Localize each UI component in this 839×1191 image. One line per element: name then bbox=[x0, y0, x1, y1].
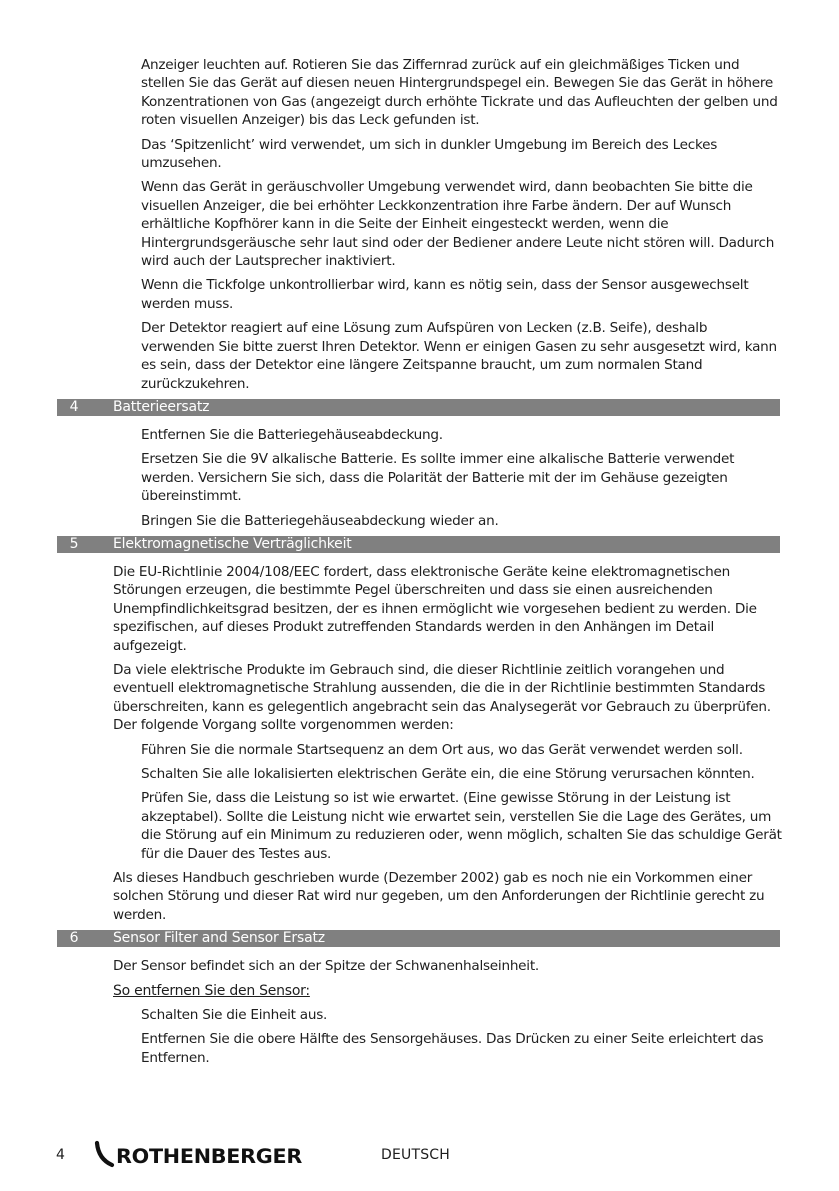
section-title: Batterieersatz bbox=[113, 398, 210, 415]
procedure-step: Schalten Sie alle lokalisierten elektrischen Geräte ein, die eine Störung verursachen könnten. bbox=[141, 766, 755, 782]
body-paragraph: Die EU-Richtlinie 2004/108/EEC fordert, dass elektronische Geräte keine elektromagnetischen Störungen erzeugen, die bestimmte Pegel überschreiten und dass sie einen ausreichenden Unempfindlichkeitsgrad besitzen, der es ihnen ermöglicht wie vorgesehen bedient zu werden. Die spezifischen, auf dieses Produkt zutreffenden Standards werden in den Anhängen im Detail aufgezeigt. bbox=[113, 563, 757, 654]
procedure-step: Führen Sie die normale Startsequenz an dem Ort aus, wo das Gerät verwendet werden soll. bbox=[141, 741, 743, 758]
procedure-step: Entfernen Sie die obere Hälfte des Sensorgehäuses. Das Drücken zu einer Seite erleichtert das Entfernen. bbox=[141, 1031, 764, 1066]
page-number: 4 bbox=[56, 1147, 65, 1163]
page-content bbox=[0, 56, 839, 1073]
language-label: DEUTSCH bbox=[381, 1147, 451, 1163]
procedure-step: Prüfen Sie, dass die Leistung so ist wie erwartet. (Eine gewisse Störung in der Leistung ist akzeptabel). Sollte die Leistung nicht wie erwartet sein, verstellen Sie die Lage des Gerätes, um die Störung auf ein Minimum zu reduzieren oder, wenn möglich, schalten Sie das schuldige Gerät für die Dauer des Testes aus. bbox=[141, 790, 782, 862]
body-paragraph: Wenn die Tickfolge unkontrollierbar wird, kann es nötig sein, dass der Sensor ausgewechselt werden muss. bbox=[141, 277, 749, 312]
page-footer bbox=[0, 1140, 839, 1170]
brand-wordmark: ROTHENBERGER bbox=[116, 1145, 303, 1168]
section-heading-6 bbox=[57, 930, 780, 947]
section-number: 5 bbox=[69, 535, 79, 552]
section-title: Elektromagnetische Verträglichkeit bbox=[113, 535, 352, 552]
body-paragraph: Anzeiger leuchten auf. Rotieren Sie das Ziffernrad zurück auf ein gleichmäßiges Ticken und stellen Sie das Gerät auf diesen neuen Hintergrundspegel ein. Bewegen Sie das Gerät in höhere Konzentrationen von Gas (angezeigt durch erhöhte Tickrate und das Aufleuchten der gelben und roten visuellen Anzeiger) bis das Leck gefunden ist. bbox=[141, 57, 778, 129]
section-title: Sensor Filter and Sensor Ersatz bbox=[113, 930, 325, 947]
body-paragraph: Der Detektor reagiert auf eine Lösung zum Aufspüren von Lecken (z.B. Seife), deshalb verwenden Sie bitte zuerst Ihren Detektor. Wenn er einigen Gasen zu sehr ausgesetzt wird, kann es sein, dass der Detektor eine längere Zeitspanne braucht, um zum normalen Stand zurückzukehren. bbox=[141, 320, 777, 392]
body-paragraph: Da viele elektrische Produkte im Gebrauch sind, die dieser Richtlinie zeitlich vorangehen und eventuell elektromagnetische Strahlung aussenden, die die in der Richtlinie bestimmten Standards überschreiten, kann es gelegentlich angebracht sein das Analysegerät vor Gebrauch zu überprüfen. Der folgende Vorgang sollte vorgenommen werden: bbox=[113, 661, 771, 734]
body-paragraph: Der Sensor befindet sich an der Spitze der Schwanenhalseinheit. bbox=[113, 958, 539, 975]
body-paragraph: Als dieses Handbuch geschrieben wurde (Dezember 2002) gab es noch nie ein Vorkommen einer solchen Störung und dieser Rat wird nur gegeben, um den Anforderungen der Richtlinie gerecht zu werden. bbox=[113, 870, 765, 923]
rothenberger-logo bbox=[94, 1140, 309, 1170]
body-paragraph: Ersetzen Sie die 9V alkalische Batterie. Es sollte immer eine alkalische Batterie verwendet werden. Versichern Sie sich, dass die Polarität der Batterie mit der im Gehäuse gezeigten übereinstimmt. bbox=[141, 451, 735, 505]
body-paragraph: Das ‘Spitzenlicht’ wird verwendet, um sich in dunkler Umgebung im Bereich des Leckes umzusehen. bbox=[141, 136, 718, 172]
section-number: 6 bbox=[69, 930, 79, 947]
section-heading-5 bbox=[57, 536, 780, 553]
body-paragraph: Bringen Sie die Batteriegehäuseabdeckung wieder an. bbox=[141, 512, 499, 529]
body-paragraph: Entfernen Sie die Batteriegehäuseabdeckung. bbox=[141, 426, 443, 443]
body-paragraph: Wenn das Gerät in geräuschvoller Umgebung verwendet wird, dann beobachten Sie bitte die visuellen Anzeiger, die bei erhöhter Leckkonzentration ihre Farbe ändern. Der auf Wunsch erhältliche Kopfhörer kann in die Seite der Einheit eingesteckt werden, wenn die Hintergrundsgeräusche sehr laut sind oder der Bediener andere Leute nicht stören will. Dadurch wird auch der Lautsprecher inaktiviert. bbox=[141, 179, 775, 270]
procedure-step: Schalten Sie die Einheit aus. bbox=[141, 1007, 328, 1024]
subheading: So entfernen Sie den Sensor: bbox=[113, 982, 310, 999]
section-number: 4 bbox=[69, 398, 79, 415]
section-heading-4 bbox=[57, 399, 780, 416]
